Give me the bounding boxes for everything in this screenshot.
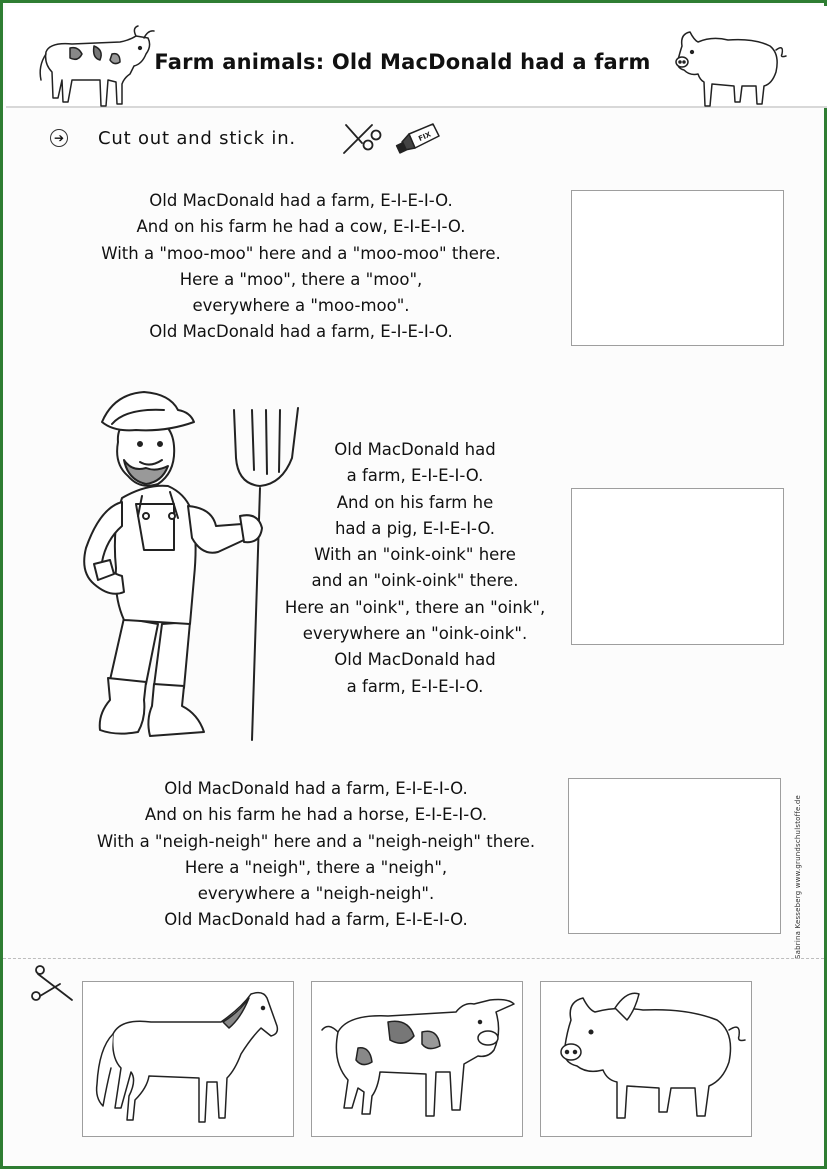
verse-line: Here a "moo", there a "moo", [179,269,423,289]
horse-illustration [91,988,287,1132]
verse-line: Old MacDonald had a farm, E-I-E-I-O. [149,322,453,342]
verse-line: And on his farm he [336,492,494,512]
arrow-right-icon: ➔ [50,129,68,147]
verse-line: a farm, E-I-E-I-O. [346,466,484,486]
verse-line: Here a "neigh", there a "neigh", [184,857,448,877]
stick-in-box-horse[interactable] [568,778,781,934]
verse-line: and an "oink-oink" there. [311,571,519,591]
verse-line: And on his farm he had a cow, E-I-E-I-O. [136,217,466,237]
page-title: Farm animals: Old MacDonald had a farm [154,50,651,74]
verse-line: Old MacDonald had a farm, E-I-E-I-O. [164,910,468,930]
verse-cow [80,188,522,346]
verse-line: And on his farm he had a horse, E-I-E-I-O. [144,805,488,825]
verse-line: Old MacDonald had a farm, E-I-E-I-O. [149,191,453,210]
glue-tube-icon [395,120,441,156]
stick-in-box-pig[interactable] [571,488,784,645]
cutout-card-pig[interactable] [540,981,752,1137]
verse-line: Here an "oink", there an "oink", [284,597,546,617]
verse-line: had a pig, E-I-E-I-O. [334,518,496,538]
svg-text:FIX: FIX [417,130,433,144]
verse-line: With an "oink-oink" here [314,545,516,565]
cutout-card-horse[interactable] [82,981,294,1137]
verse-horse [80,776,552,934]
cutout-card-cow[interactable] [311,981,523,1137]
verse-line: With a "moo-moo" here and a "moo-moo" there. [101,243,501,263]
verse-line: a farm, E-I-E-I-O. [346,676,484,696]
verse-line: Old MacDonald had a farm, E-I-E-I-O. [164,779,468,798]
credit-label: Sabrina Kesseberg www.grundschulstoffe.de [794,794,802,960]
credit-text [788,794,808,960]
stick-in-box-cow[interactable] [571,190,784,346]
cow-illustration [318,992,518,1132]
instruction-row [50,126,296,150]
verse-line: everywhere a "moo-moo". [192,296,410,316]
verse-line: Old MacDonald had [334,440,496,459]
header-pig-illustration [668,22,788,110]
cut-line [3,958,824,959]
cut-scissors-icon [32,966,78,1006]
farmer-illustration [66,388,302,748]
verse-line: With a "neigh-neigh" here and a "neigh-neigh" there. [96,831,536,851]
pig-illustration [547,990,747,1130]
verse-pig [280,437,550,700]
verse-line: everywhere a "neigh-neigh". [197,884,435,904]
verse-line: Old MacDonald had [334,650,496,670]
scissors-icon [338,119,382,157]
verse-line: everywhere an "oink-oink". [302,624,528,644]
instruction-text: Cut out and stick in. [98,127,296,149]
